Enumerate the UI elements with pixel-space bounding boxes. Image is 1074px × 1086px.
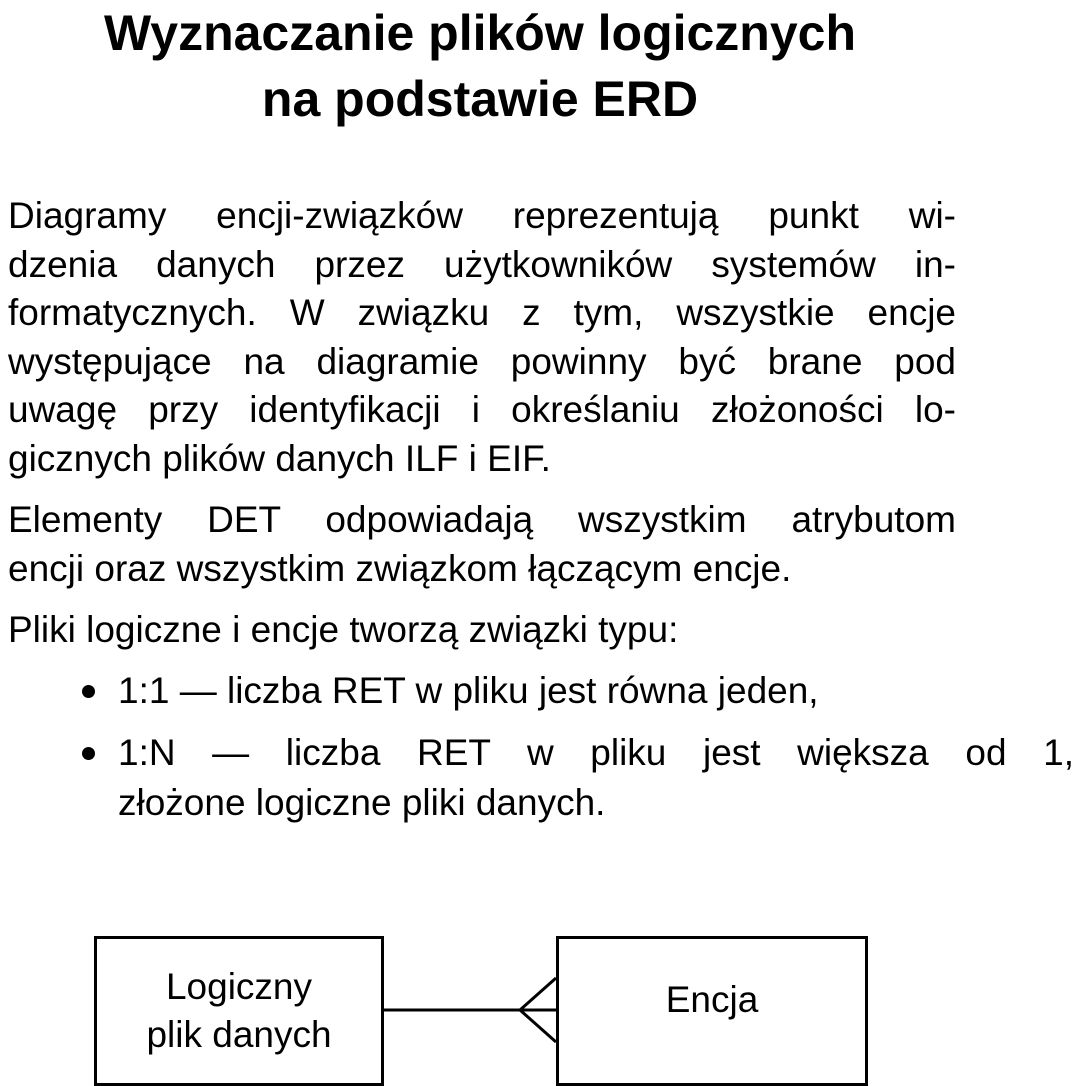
entity-label: Encja	[665, 979, 759, 1020]
list-item-text: złożone logiczne pliki danych.	[118, 782, 606, 823]
paragraph-line: encji oraz wszystkim związkom łączącym encje.	[8, 547, 792, 589]
paragraph-line: formatycznych. W związku z tym, wszystkie encje	[8, 292, 956, 333]
title-line-2: na podstawie ERD	[261, 71, 699, 127]
paragraph-line: Diagramy encji-związków reprezentują punkt wi-	[8, 195, 956, 236]
bullet-icon	[82, 685, 95, 698]
logical-file-label-line-1: Logiczny	[165, 966, 312, 1007]
title-line-1: Wyznaczanie plików logicznych	[103, 5, 857, 61]
paragraph-line: występujące na diagramie powinny być brane pod	[8, 340, 956, 382]
paragraph-line: dzenia danych przez użytkowników systemów in-	[8, 243, 956, 285]
crows-foot-lower-prong	[520, 1010, 556, 1042]
list-item-text: 1:N — liczba RET w pliku jest większa od 1,	[118, 732, 1074, 773]
list-item	[0, 728, 1074, 828]
paragraph-line: gicznych plików danych ILF i EIF.	[8, 437, 551, 479]
crows-foot-upper-prong	[520, 978, 556, 1010]
logical-file-box	[94, 936, 384, 1086]
paragraph-line: Pliki logiczne i encje tworzą związki typu:	[8, 609, 679, 650]
paragraph-det-elements	[8, 496, 956, 593]
list-item-text: 1:1 — liczba RET w pliku jest równa jeden,	[118, 670, 819, 711]
logical-file-label-line-2: plik danych	[146, 1014, 332, 1055]
paragraph-erd-intro	[8, 192, 956, 483]
crows-foot-connector	[380, 960, 560, 1060]
entity-box	[556, 936, 868, 1086]
page-title	[0, 0, 960, 132]
paragraph-line: Elementy DET odpowiadają wszystkim atrybutom	[8, 499, 956, 540]
bullet-icon	[82, 747, 95, 760]
paragraph-relationship-types	[8, 606, 956, 655]
paragraph-line: uwagę przy identyfikacji i określaniu złożoności lo-	[8, 389, 956, 430]
list-item	[0, 666, 1074, 716]
